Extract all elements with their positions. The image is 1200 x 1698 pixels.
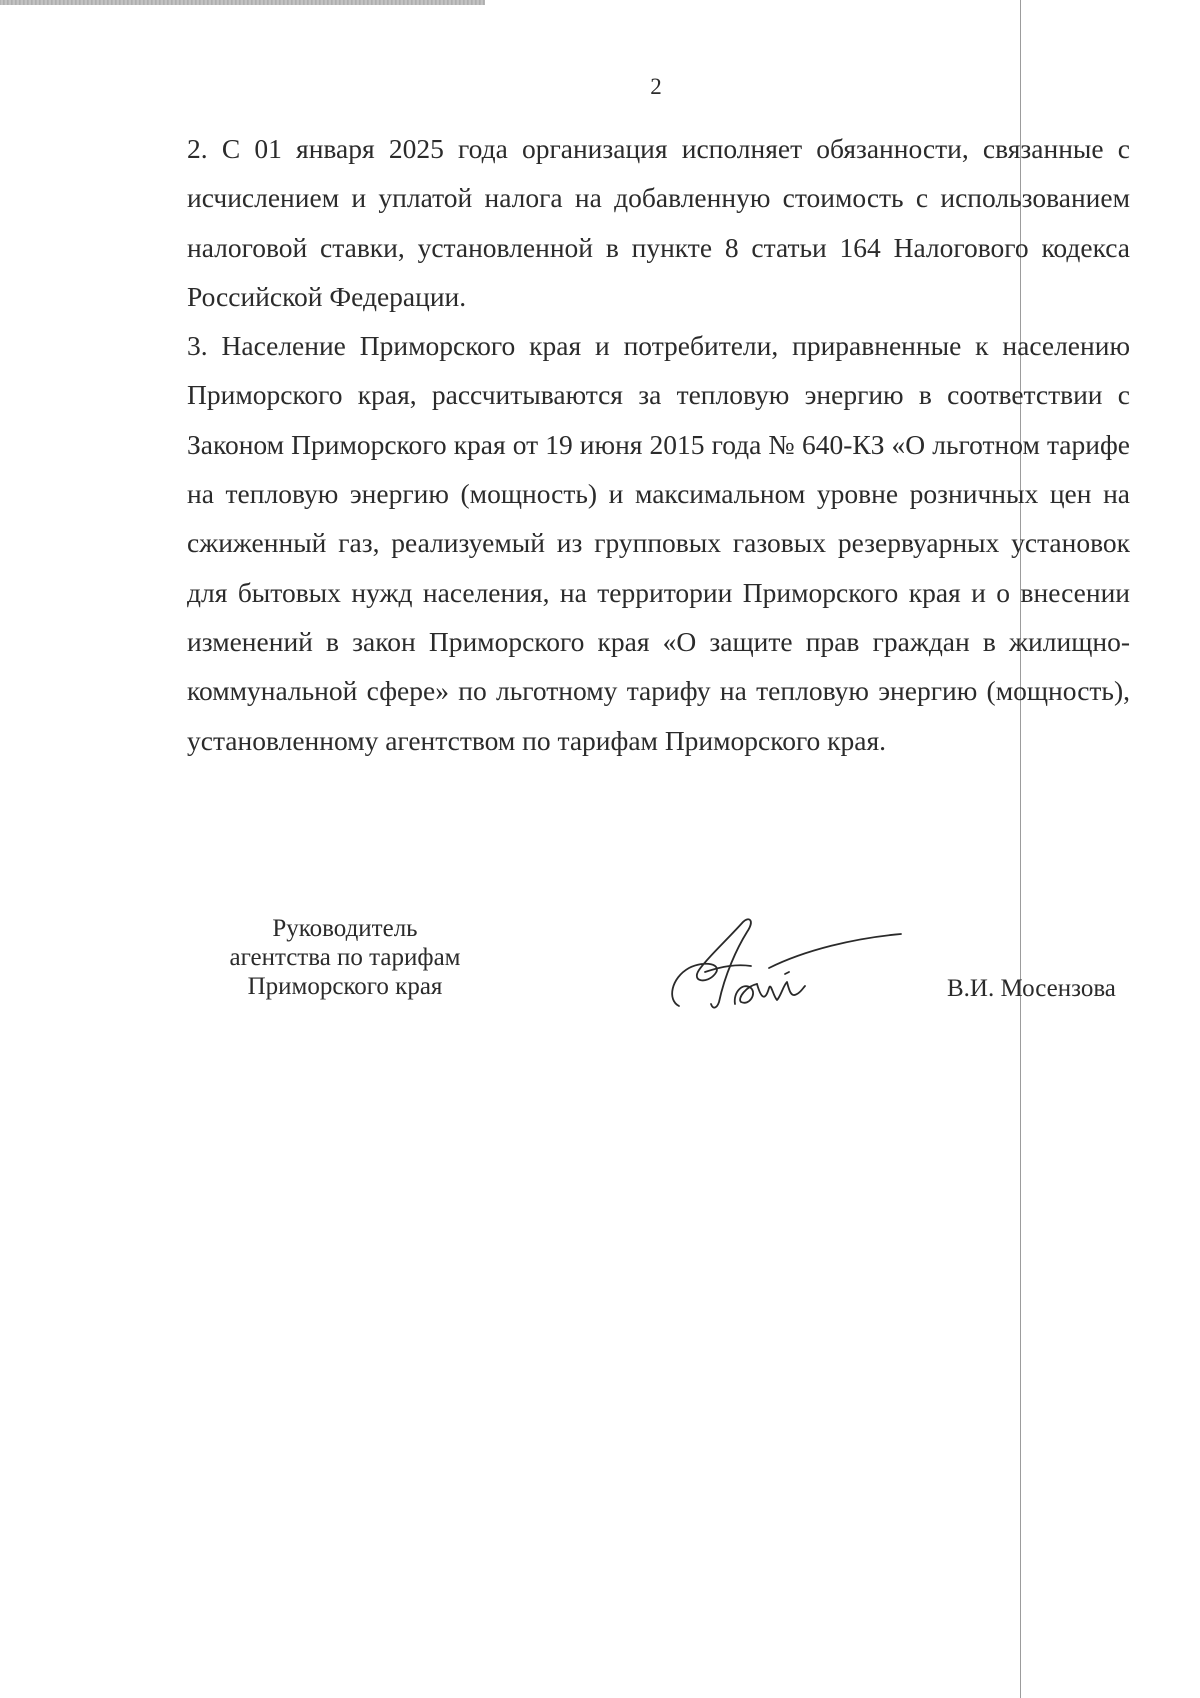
- document-body: [187, 124, 1130, 765]
- paragraph-3: 3. Население Приморского края и потребители, приравненные к населению Приморского края, рассчитываются за тепловую энергию в соответствии с Законом Приморского края от 19 июня 2015 года № 640-КЗ «О льготном тарифе на тепловую энергию (мощность) и максимальном уровне розничных цен на сжиженный газ, реализуемый из групповых газовых резервуарных установок для бытовых нужд населения, на территории Приморского края и о внесении изменений в закон Приморского края «О защите прав граждан в жилищно-коммунальной сфере» по льготному тарифу на тепловую энергию (мощность), установленному агентством по тарифам Приморского края.: [187, 330, 1130, 756]
- signature-title-line: Руководитель: [272, 915, 418, 942]
- signature-title: [205, 914, 485, 1001]
- signatory-name: В.И. Мосензова: [947, 975, 1116, 1002]
- signature-title-line: агентства по тарифам: [229, 944, 461, 971]
- page-number: 2: [650, 74, 662, 99]
- scan-edge-top: [0, 0, 485, 5]
- handwritten-signature-icon: [665, 912, 905, 1022]
- signature-title-line: Приморского края: [247, 973, 443, 1000]
- paragraph-2: 2. С 01 января 2025 года организация исполняет обязанности, связанные с исчислением и уплатой налога на добавленную стоимость с использованием налоговой ставки, установленной в пункте 8 статьи 164 Налогового кодекса Российской Федерации.: [187, 133, 1130, 312]
